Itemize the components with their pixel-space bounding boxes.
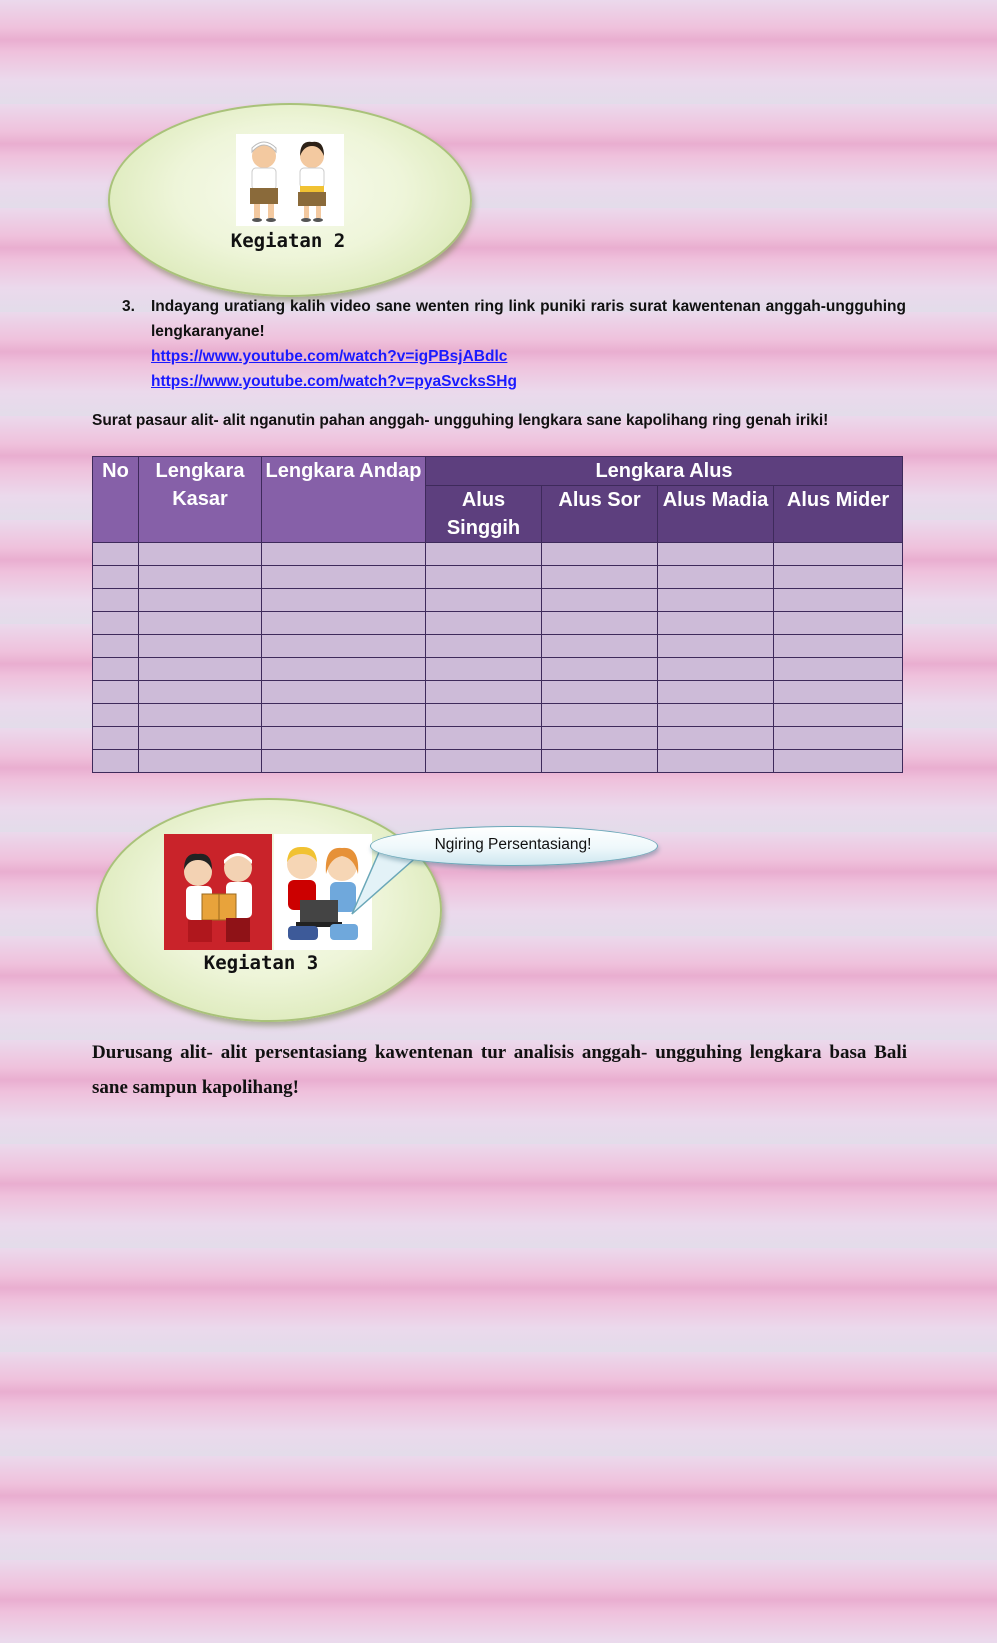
video-link-1[interactable]: https://www.youtube.com/watch?v=igPBsjABdlc (151, 348, 508, 365)
table-cell[interactable] (542, 704, 658, 727)
table-cell[interactable] (774, 658, 903, 681)
table-cell[interactable] (262, 727, 426, 750)
table-cell[interactable] (93, 612, 139, 635)
table-cell[interactable] (139, 727, 262, 750)
table-cell[interactable] (774, 635, 903, 658)
table-cell[interactable] (658, 704, 774, 727)
header-no: No (93, 457, 139, 543)
header-lengkara-andap: Lengkara Andap (262, 457, 426, 543)
table-cell[interactable] (774, 566, 903, 589)
task-3 (122, 294, 906, 344)
table-cell[interactable] (542, 543, 658, 566)
table-cell[interactable] (93, 727, 139, 750)
table-cell[interactable] (93, 750, 139, 773)
table-cell[interactable] (774, 681, 903, 704)
table-cell[interactable] (426, 750, 542, 773)
table-cell[interactable] (139, 635, 262, 658)
table-cell[interactable] (139, 681, 262, 704)
table-cell[interactable] (426, 704, 542, 727)
table-row (93, 543, 903, 566)
children-reading-icon (164, 834, 272, 950)
table-cell[interactable] (426, 727, 542, 750)
table-cell[interactable] (658, 543, 774, 566)
table-cell[interactable] (426, 681, 542, 704)
table-cell[interactable] (426, 589, 542, 612)
table-cell[interactable] (139, 543, 262, 566)
table-cell[interactable] (542, 612, 658, 635)
table-row (93, 635, 903, 658)
table-cell[interactable] (658, 589, 774, 612)
table-cell[interactable] (426, 635, 542, 658)
table-cell[interactable] (542, 635, 658, 658)
table-cell[interactable] (542, 658, 658, 681)
table-cell[interactable] (139, 566, 262, 589)
header-lengkara-alus: Lengkara Alus (426, 457, 903, 486)
video-link-2[interactable]: https://www.youtube.com/watch?v=pyaSvcksSHg (151, 373, 517, 390)
header-alus-madia: Alus Madia (658, 486, 774, 543)
task-3-text: Indayang uratiang kalih video sane wenten ring link puniki raris surat kawentenan anggah-ungguhing lengkaranyane! (151, 298, 906, 340)
table-cell[interactable] (262, 681, 426, 704)
task-3-number: 3. (122, 298, 135, 315)
table-cell[interactable] (658, 612, 774, 635)
table-cell[interactable] (139, 750, 262, 773)
table-cell[interactable] (93, 681, 139, 704)
table-cell[interactable] (658, 566, 774, 589)
closing-paragraph: Durusang alit- alit persentasiang kawentenan tur analisis anggah- ungguhing lengkara basa Bali sane sampun kapolihang! (92, 1042, 907, 1098)
table-cell[interactable] (542, 727, 658, 750)
table-cell[interactable] (774, 612, 903, 635)
table-cell[interactable] (658, 635, 774, 658)
table-cell[interactable] (139, 658, 262, 681)
header-alus-sor: Alus Sor (542, 486, 658, 543)
speech-bubble-text: Ngiring Persentasiang! (434, 836, 592, 853)
table-cell[interactable] (658, 750, 774, 773)
table-cell[interactable] (542, 750, 658, 773)
table-cell[interactable] (774, 704, 903, 727)
table-row (93, 681, 903, 704)
table-cell[interactable] (139, 589, 262, 612)
table-cell[interactable] (658, 727, 774, 750)
table-cell[interactable] (774, 589, 903, 612)
table-cell[interactable] (93, 635, 139, 658)
table-row (93, 704, 903, 727)
table-cell[interactable] (542, 681, 658, 704)
table-cell[interactable] (93, 704, 139, 727)
table-cell[interactable] (139, 704, 262, 727)
answer-table (92, 456, 903, 773)
table-cell[interactable] (139, 612, 262, 635)
header-alus-singgih: Alus Singgih (426, 486, 542, 543)
table-cell[interactable] (426, 612, 542, 635)
table-cell[interactable] (93, 543, 139, 566)
table-row (93, 612, 903, 635)
table-cell[interactable] (426, 566, 542, 589)
table-cell[interactable] (542, 589, 658, 612)
table-cell[interactable] (658, 658, 774, 681)
table-cell[interactable] (262, 612, 426, 635)
header-alus-mider: Alus Mider (774, 486, 903, 543)
table-cell[interactable] (93, 658, 139, 681)
table-cell[interactable] (262, 704, 426, 727)
table-row (93, 750, 903, 773)
table-cell[interactable] (262, 543, 426, 566)
table-cell[interactable] (774, 727, 903, 750)
table-cell[interactable] (93, 566, 139, 589)
table-row (93, 589, 903, 612)
table-row (93, 566, 903, 589)
activity-3-title: Kegiatan 3 (203, 952, 319, 974)
table-cell[interactable] (93, 589, 139, 612)
table-cell[interactable] (262, 658, 426, 681)
table-cell[interactable] (262, 635, 426, 658)
table-row (93, 727, 903, 750)
answer-instruction: Surat pasaur alit- alit nganutin pahan anggah- ungguhing lengkara sane kapolihang ring genah iriki! (92, 412, 829, 429)
table-cell[interactable] (658, 681, 774, 704)
table-cell[interactable] (542, 566, 658, 589)
header-lengkara-kasar: Lengkara Kasar (139, 457, 262, 543)
balinese-children-icon (236, 134, 344, 226)
table-cell[interactable] (426, 658, 542, 681)
table-cell[interactable] (774, 543, 903, 566)
table-cell[interactable] (262, 566, 426, 589)
table-cell[interactable] (262, 750, 426, 773)
answer-table-body (93, 543, 903, 773)
table-cell[interactable] (262, 589, 426, 612)
table-row (93, 658, 903, 681)
table-cell[interactable] (426, 543, 542, 566)
table-cell[interactable] (774, 750, 903, 773)
activity-2-title: Kegiatan 2 (230, 230, 346, 252)
